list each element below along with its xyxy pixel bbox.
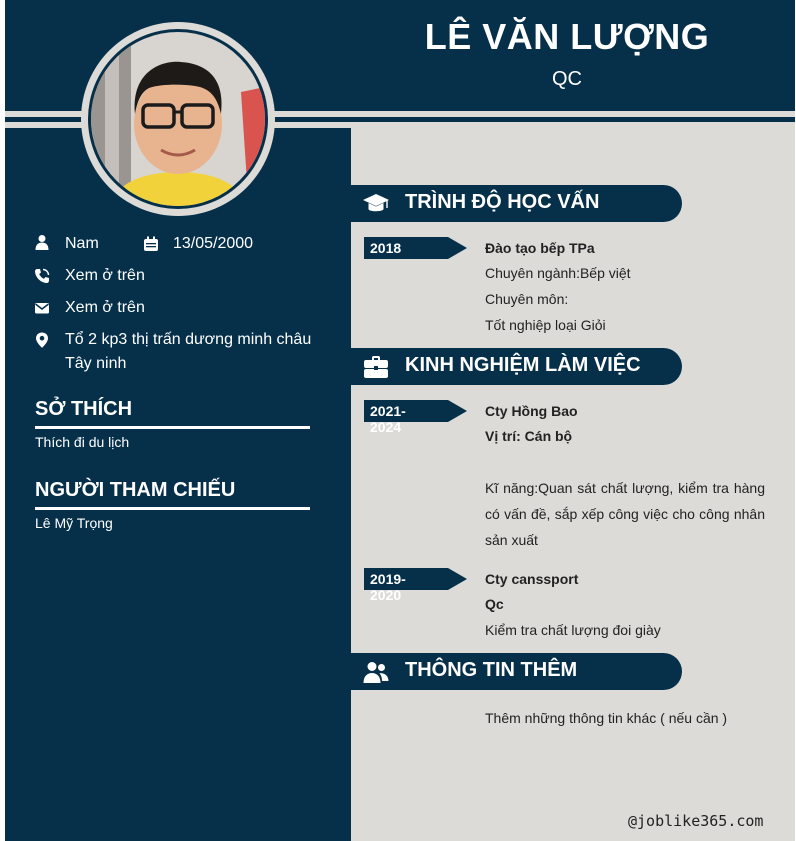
calendar-icon (143, 236, 159, 252)
location-pin-icon (34, 332, 50, 348)
experience-header (351, 348, 682, 385)
references-underline (35, 507, 310, 510)
hobbies-title: SỞ THÍCH (35, 398, 133, 420)
additional-title: THÔNG TIN THÊM (405, 659, 578, 681)
hobbies-underline (35, 426, 310, 429)
phone-icon (34, 268, 50, 284)
references-text: Lê Mỹ Trọng (35, 515, 113, 531)
birthday-value: 13/05/2000 (173, 235, 254, 252)
hobbies-text: Thích đi du lịch (35, 434, 130, 450)
additional-header (351, 653, 682, 690)
avatar (91, 32, 265, 206)
gender-value: Nam (65, 235, 99, 252)
experience-company: Cty Hồng Bao (485, 403, 578, 419)
education-major: Chuyên ngành:Bếp việt (485, 265, 631, 281)
users-icon (363, 659, 389, 685)
graduation-cap-icon (363, 191, 389, 217)
cv-page (5, 0, 795, 841)
education-school: Đào tạo bếp TPa (485, 240, 595, 256)
experience-description: Kiểm tra chất lượng đoi giày (485, 622, 661, 638)
email-icon (34, 300, 50, 316)
job-title: QC (552, 68, 582, 90)
experience-date: 2019-2020 (370, 571, 406, 603)
references-title: NGƯỜI THAM CHIẾU (35, 479, 236, 501)
watermark: @joblike365.com (628, 812, 764, 830)
education-date: 2018 (370, 240, 402, 256)
experience-description: Kĩ năng:Quan sát chất lượng, kiểm tra hàng có vấn đề, sắp xếp công việc cho công nhân sản xuất (485, 480, 765, 548)
briefcase-icon (363, 354, 389, 380)
address-line-1: Tổ 2 kp3 thị trấn dương minh châu (65, 331, 312, 348)
education-header (351, 185, 682, 222)
address-line-2: Tây ninh (65, 355, 127, 372)
experience-position: Qc (485, 596, 504, 612)
email-value: Xem ở trên (65, 299, 145, 316)
phone-value: Xem ở trên (65, 267, 145, 284)
experience-title: KINH NGHIỆM LÀM VIỆC (405, 354, 641, 376)
experience-company: Cty canssport (485, 571, 579, 587)
experience-date: 2021-2024 (370, 403, 406, 435)
education-subject: Chuyên môn: (485, 291, 569, 307)
education-title: TRÌNH ĐỘ HỌC VẤN (405, 191, 600, 213)
person-icon (34, 234, 50, 250)
experience-position: Vị trí: Cán bộ (485, 428, 573, 444)
education-grade: Tốt nghiệp loại Giỏi (485, 317, 606, 333)
candidate-name: LÊ VĂN LƯỢNG (424, 16, 710, 57)
additional-text: Thêm những thông tin khác ( nếu cần ) (485, 710, 728, 726)
